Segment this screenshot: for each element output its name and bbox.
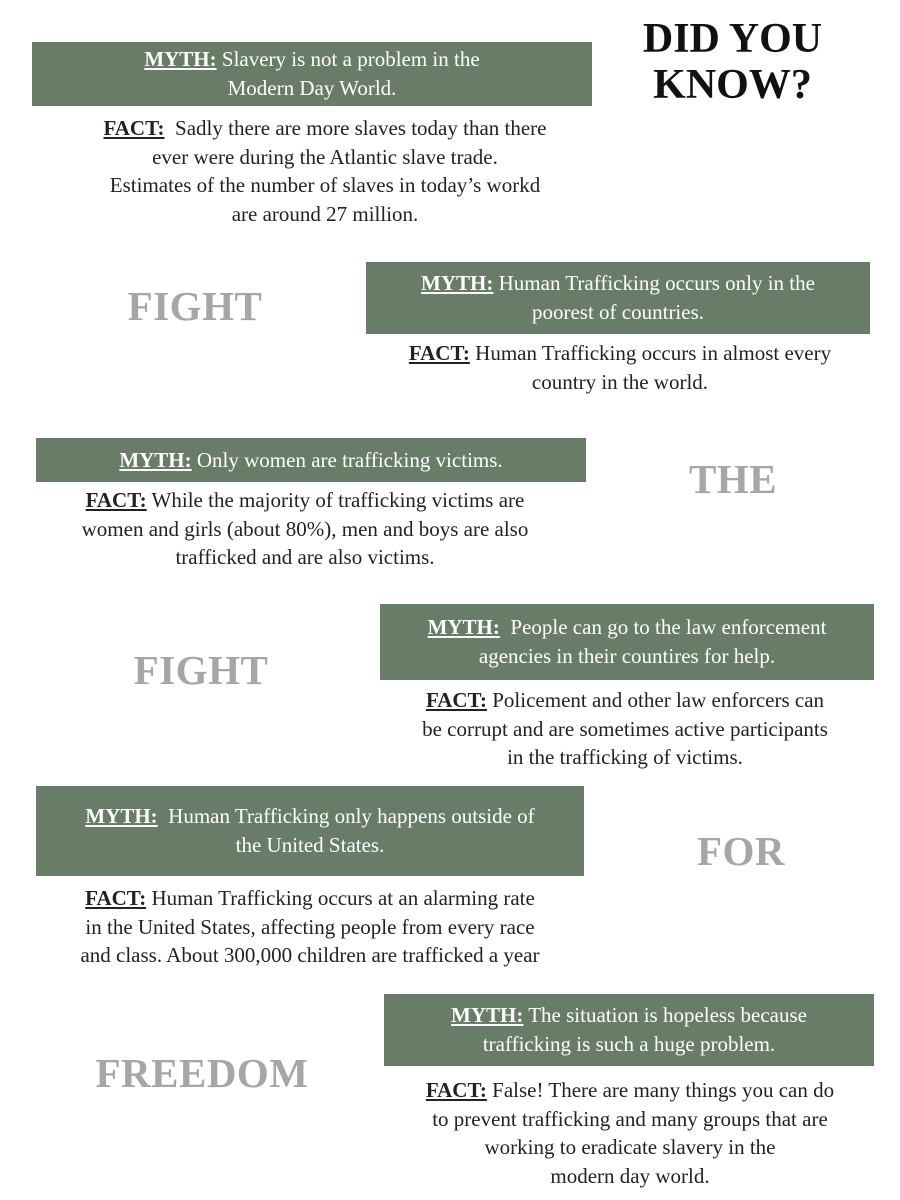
fact-label: FACT: — [85, 488, 147, 512]
fact-text: Human Trafficking occurs at an alarming rate — [151, 886, 535, 910]
myth-text: the United States. — [235, 833, 385, 857]
side-word-freedom: FREEDOM — [95, 1050, 309, 1096]
fact-text: women and girls (about 80%), men and boys are also — [81, 516, 529, 541]
fact-text: are around 27 million. — [231, 201, 419, 226]
fact-label: FACT: — [85, 886, 147, 910]
myth-label: MYTH: — [451, 1003, 524, 1027]
myth-text: Human Trafficking only happens outside of — [168, 804, 535, 828]
fact-label: FACT: — [103, 116, 165, 140]
myth-text: Only women are trafficking victims. — [196, 447, 503, 472]
side-word-for: FOR — [696, 828, 786, 874]
myth-text: Modern Day World. — [227, 76, 397, 100]
fact-text: Human Trafficking occurs in almost every — [475, 341, 832, 365]
heading-line-1: DID YOU — [642, 16, 823, 62]
myth-label: MYTH: — [144, 47, 217, 71]
myth-label: MYTH: — [85, 804, 158, 828]
fact-block-1 — [30, 114, 620, 228]
fact-block-5 — [20, 884, 600, 970]
myth-label: MYTH: — [119, 447, 192, 472]
fact-text: country in the world. — [531, 369, 709, 394]
myth-text: poorest of countries. — [531, 300, 705, 324]
myth-text: Slavery is not a problem in the — [221, 47, 480, 71]
myth-box-5 — [36, 786, 584, 876]
fact-text: in the United States, affecting people from every race — [85, 914, 535, 939]
fact-text: Estimates of the number of slaves in today’s workd — [109, 173, 541, 197]
fact-text: Policement and other law enforcers can — [492, 688, 825, 712]
fact-text: trafficked and are also victims. — [175, 545, 435, 569]
side-word-fight-2: FIGHT — [133, 647, 269, 693]
fact-text: and class. About 300,000 children are trafficked a year — [80, 943, 540, 967]
myth-box-1 — [32, 42, 592, 106]
side-word-the: THE — [688, 456, 778, 502]
myth-text: People can go to the law enforcement — [510, 615, 827, 639]
myth-label: MYTH: — [421, 271, 494, 295]
fact-label: FACT: — [408, 341, 470, 365]
fact-label: FACT: — [425, 688, 487, 712]
fact-label: FACT: — [425, 1078, 487, 1102]
fact-text: to prevent trafficking and many groups that are — [432, 1106, 828, 1131]
myth-text: agencies in their countires for help. — [478, 644, 776, 668]
myth-box-6 — [384, 994, 874, 1066]
fact-text: False! There are many things you can do — [492, 1078, 835, 1102]
fact-text: working to eradicate slavery in the — [484, 1135, 776, 1159]
fact-block-3 — [20, 486, 590, 572]
heading-line-2: KNOW? — [653, 62, 812, 108]
myth-label: MYTH: — [427, 615, 500, 639]
myth-text: trafficking is such a huge problem. — [482, 1032, 776, 1056]
fact-block-6 — [380, 1076, 880, 1190]
fact-text: While the majority of trafficking victims are — [151, 488, 525, 512]
myth-text: The situation is hopeless because — [528, 1003, 807, 1027]
myth-box-3 — [36, 438, 586, 482]
fact-text: ever were during the Atlantic slave trade. — [152, 144, 498, 169]
fact-block-2 — [365, 339, 875, 396]
myth-box-4 — [380, 604, 874, 680]
fact-block-4 — [378, 686, 872, 772]
did-you-know-heading — [600, 16, 865, 108]
myth-box-2 — [366, 262, 870, 334]
side-word-fight-1: FIGHT — [127, 283, 263, 329]
fact-text: in the trafficking of victims. — [507, 745, 743, 769]
fact-text: be corrupt and are sometimes active participants — [422, 716, 828, 741]
fact-text: modern day world. — [550, 1163, 710, 1188]
myth-text: Human Trafficking occurs only in the — [498, 271, 815, 295]
fact-text: Sadly there are more slaves today than there — [175, 116, 547, 140]
